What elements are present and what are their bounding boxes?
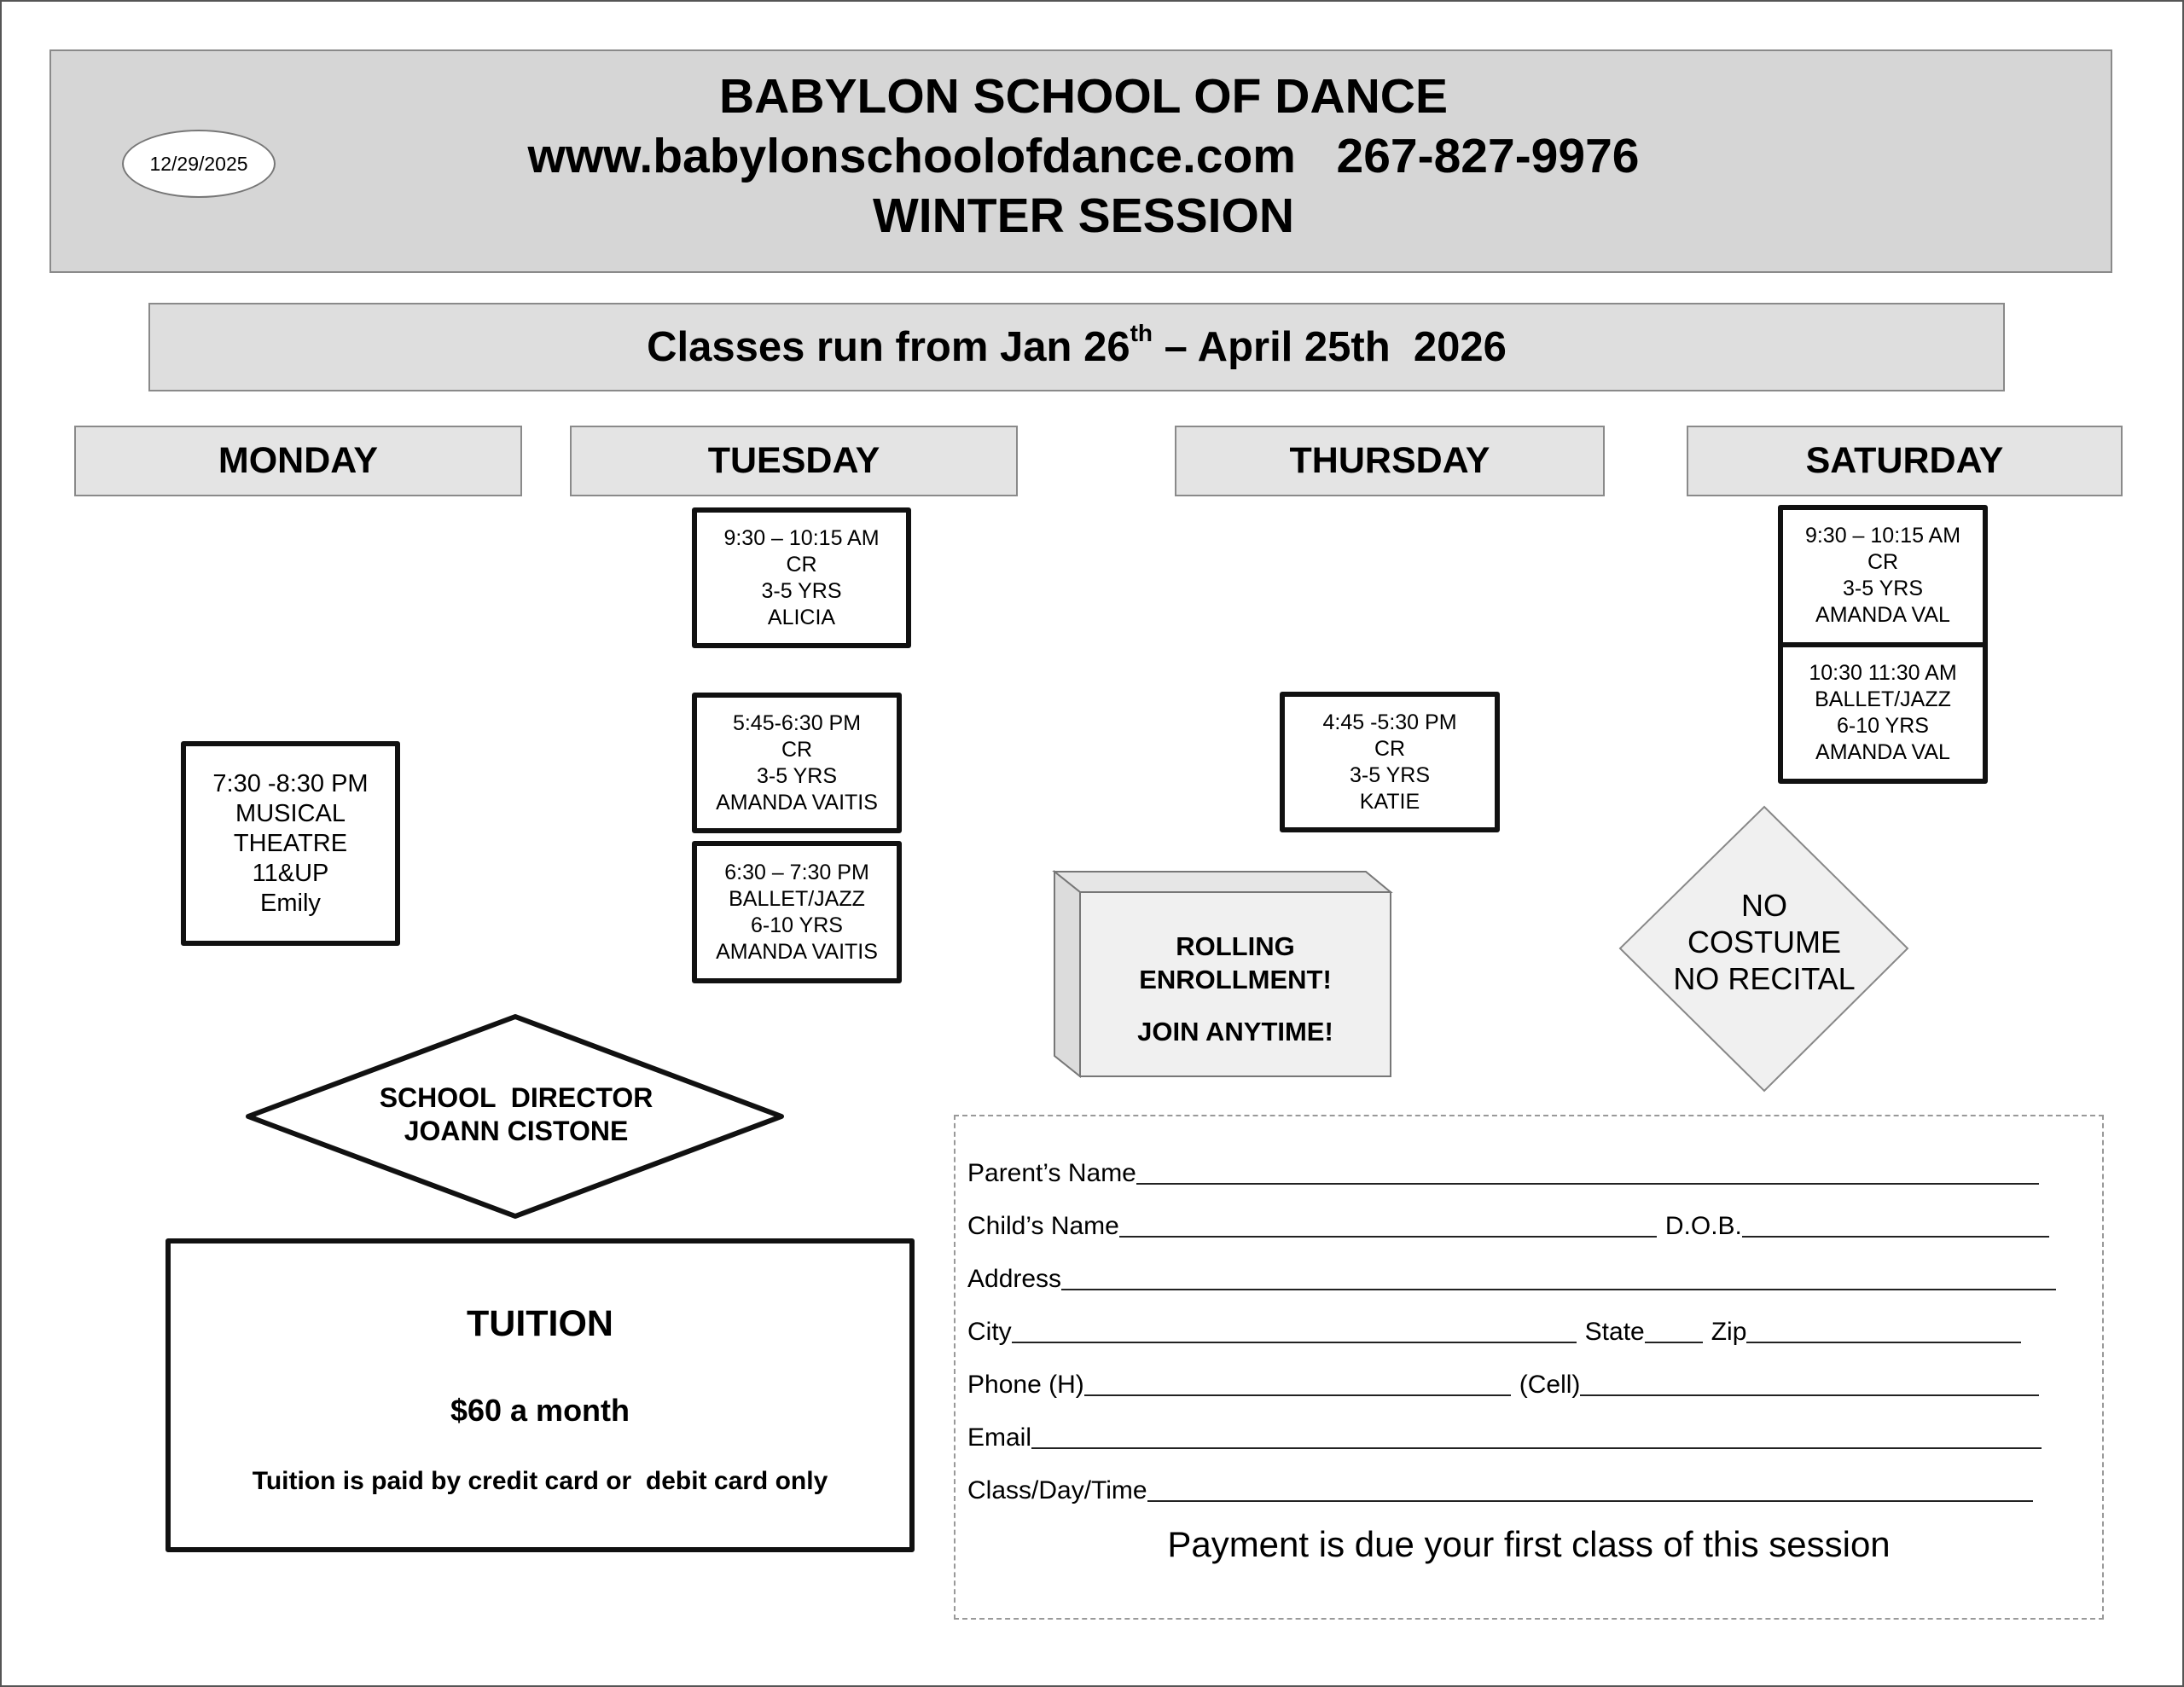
class-time: 9:30 – 10:15 AM bbox=[1804, 524, 1961, 548]
zip-field[interactable] bbox=[1746, 1341, 2021, 1343]
school-director-callout bbox=[324, 1081, 708, 1148]
address-label: Address bbox=[967, 1265, 1062, 1293]
form-row-phone bbox=[967, 1371, 2048, 1400]
rolling-line1: ROLLING bbox=[1176, 931, 1295, 961]
class-ages: 3-5 YRS bbox=[761, 578, 842, 603]
no-costume-line3: NO RECITAL bbox=[1673, 961, 1856, 996]
class-teacher: AMANDA VAITIS bbox=[716, 790, 878, 815]
class-style: MUSICAL bbox=[235, 799, 346, 827]
session-dates-superscript: th bbox=[1130, 319, 1153, 346]
class-teacher: ALICIA bbox=[767, 605, 836, 629]
payment-note: Payment is due your first class of this session bbox=[1167, 1524, 1891, 1564]
email-label: Email bbox=[967, 1423, 1032, 1452]
zip-label: Zip bbox=[1711, 1318, 1747, 1346]
form-row-address bbox=[967, 1265, 2065, 1294]
no-costume-line2: COSTUME bbox=[1687, 925, 1841, 959]
form-row-child bbox=[967, 1212, 2058, 1241]
no-costume-line1: NO bbox=[1741, 888, 1787, 923]
form-row-class bbox=[967, 1476, 2042, 1505]
day-label: THURSDAY bbox=[1289, 440, 1490, 481]
no-costume-callout bbox=[1621, 887, 1908, 997]
director-name: JOANN CISTONE bbox=[404, 1116, 629, 1146]
class-style: BALLET/JAZZ bbox=[1815, 687, 1951, 711]
session-dates-suffix: – April 25th 2026 bbox=[1153, 324, 1507, 370]
tuition-price: $60 a month bbox=[450, 1393, 630, 1428]
city-label: City bbox=[967, 1318, 1012, 1346]
address-field[interactable] bbox=[1061, 1288, 2056, 1290]
phone-cell-label: (Cell) bbox=[1519, 1371, 1581, 1399]
form-row-city bbox=[967, 1318, 2030, 1347]
class-style: CR bbox=[1867, 550, 1899, 575]
dob-label: D.O.B. bbox=[1664, 1212, 1742, 1240]
parent-name-label: Parent’s Name bbox=[967, 1159, 1136, 1187]
class-style: CR bbox=[781, 737, 813, 762]
day-label: SATURDAY bbox=[1805, 440, 2004, 481]
tuition-box bbox=[166, 1238, 915, 1552]
class-time: 5:45-6:30 PM bbox=[732, 710, 862, 735]
day-label: TUESDAY bbox=[707, 440, 880, 481]
dob-field[interactable] bbox=[1742, 1235, 2049, 1238]
rolling-enrollment-callout bbox=[1080, 901, 1391, 1076]
session-name: WINTER SESSION bbox=[872, 188, 1295, 243]
child-name-field[interactable] bbox=[1119, 1235, 1657, 1238]
website-link[interactable]: www.babylonschoolofdance.com bbox=[527, 129, 1296, 183]
class-time: 4:45 -5:30 PM bbox=[1322, 710, 1457, 734]
class-day-time-field[interactable] bbox=[1147, 1499, 2033, 1502]
tuition-title: TUITION bbox=[467, 1303, 613, 1344]
director-title: SCHOOL DIRECTOR bbox=[379, 1082, 653, 1113]
phone-home-field[interactable] bbox=[1084, 1394, 1511, 1396]
class-ages: 3-5 YRS bbox=[1842, 577, 1924, 601]
parent-name-field[interactable] bbox=[1136, 1182, 2039, 1185]
class-teacher: KATIE bbox=[1359, 789, 1420, 814]
tuition-note: Tuition is paid by credit card or debit card only bbox=[252, 1467, 828, 1495]
phone-home-label: Phone (H) bbox=[967, 1371, 1084, 1399]
phone-number: 267-827-9976 bbox=[1336, 129, 1640, 183]
email-field[interactable] bbox=[1031, 1446, 2042, 1449]
class-style: CR bbox=[786, 552, 817, 577]
rolling-line2: ENROLLMENT! bbox=[1139, 965, 1332, 994]
day-label: MONDAY bbox=[218, 440, 379, 481]
class-ages: 3-5 YRS bbox=[756, 763, 838, 788]
form-row-email bbox=[967, 1423, 2050, 1452]
date-text: 12/29/2025 bbox=[149, 152, 248, 175]
class-ages: 6-10 YRS bbox=[751, 913, 843, 937]
child-name-label: Child’s Name bbox=[967, 1212, 1119, 1240]
class-teacher: AMANDA VAL bbox=[1815, 739, 1950, 764]
city-field[interactable] bbox=[1012, 1341, 1577, 1343]
state-label: State bbox=[1584, 1318, 1645, 1346]
class-day-time-label: Class/Day/Time bbox=[967, 1476, 1147, 1504]
class-teacher: AMANDA VAL bbox=[1815, 603, 1950, 628]
class-time: 10:30 11:30 AM bbox=[1809, 660, 1957, 685]
class-style: CR bbox=[1374, 736, 1406, 761]
rolling-line3: JOIN ANYTIME! bbox=[1137, 1017, 1333, 1046]
class-teacher: Emily bbox=[260, 889, 321, 917]
class-teacher: AMANDA VAITIS bbox=[716, 939, 878, 964]
class-time: 6:30 – 7:30 PM bbox=[724, 860, 869, 884]
class-style-line2: THEATRE bbox=[233, 829, 348, 857]
class-ages: 6-10 YRS bbox=[1837, 713, 1929, 738]
class-ages: 11&UP bbox=[252, 859, 329, 887]
school-name: BABYLON SCHOOL OF DANCE bbox=[719, 69, 1448, 124]
class-ages: 3-5 YRS bbox=[1349, 762, 1431, 787]
class-style: BALLET/JAZZ bbox=[729, 886, 865, 911]
session-dates-prefix: Classes run from Jan 26 bbox=[647, 324, 1130, 370]
class-time: 7:30 -8:30 PM bbox=[212, 769, 369, 797]
state-field[interactable] bbox=[1645, 1341, 1703, 1343]
form-row-parent bbox=[967, 1159, 2048, 1188]
class-time: 9:30 – 10:15 AM bbox=[723, 525, 880, 550]
phone-cell-field[interactable] bbox=[1580, 1394, 2039, 1396]
